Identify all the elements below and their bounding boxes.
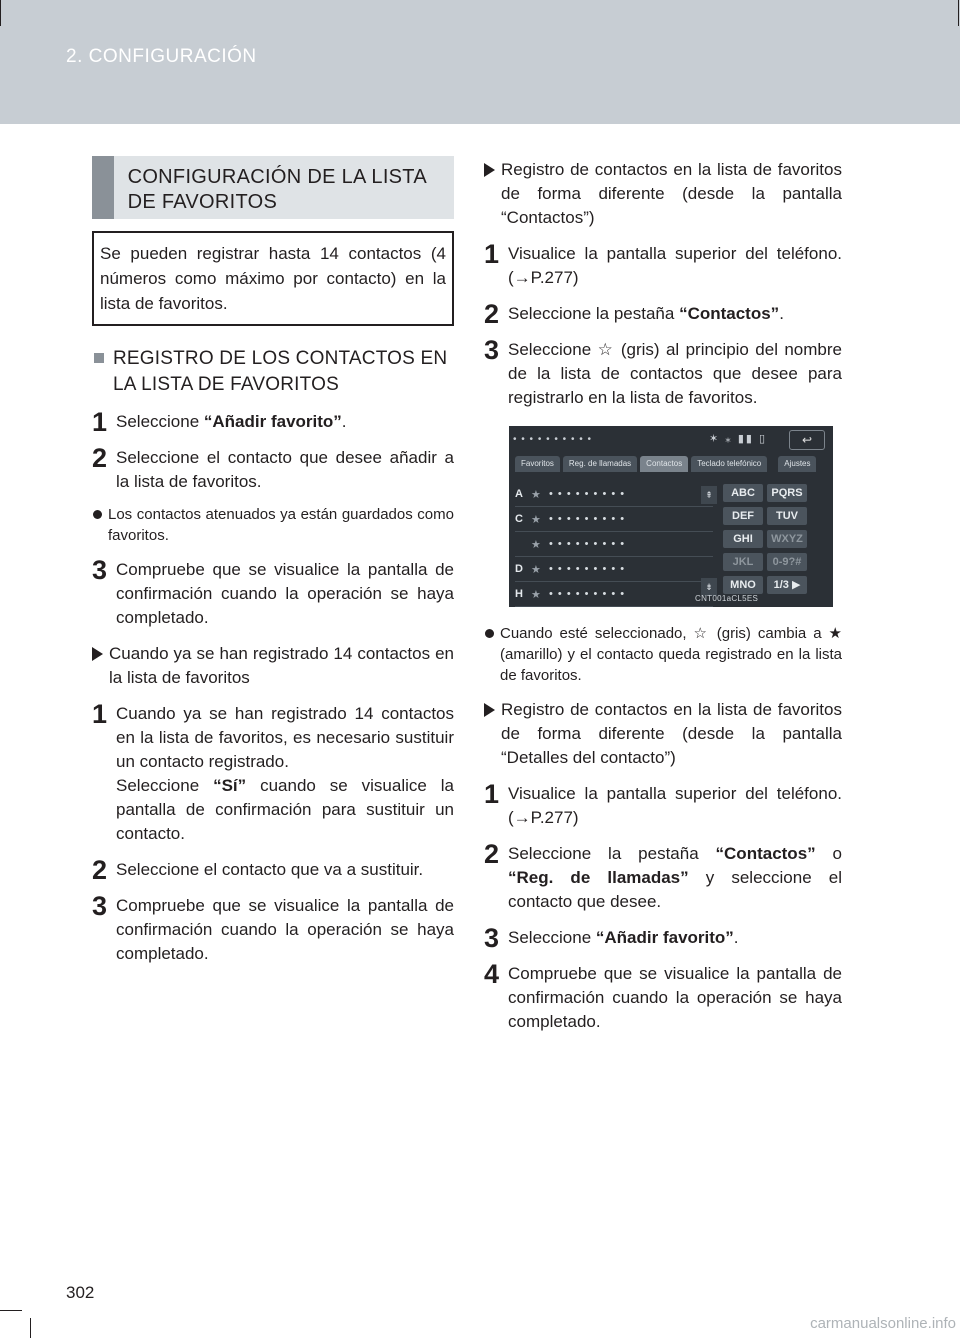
step-number: 1: [92, 407, 108, 437]
heading-bar: [92, 156, 114, 219]
step-4: [484, 959, 842, 1034]
bullet-dot-icon: [485, 629, 494, 638]
star-icon: ★: [531, 588, 541, 601]
step-number: 2: [92, 855, 108, 885]
page-indicator: 1/3 ▶: [767, 576, 807, 594]
procedure-heading: [484, 158, 842, 230]
page-down-icon: ⇟: [701, 578, 717, 596]
phone-screen-illustration: [509, 426, 833, 607]
step-text: Compruebe que se visualice la pantalla de confirmación cuando la operación se haya completado.: [508, 964, 842, 1031]
step-number: 3: [92, 891, 108, 921]
step-text: Seleccione la pestaña “Contactos” o “Reg. de llamadas” y seleccione el contacto que desee.: [508, 844, 842, 911]
star-filled-icon: ★: [828, 625, 842, 642]
tab-contactos: Contactos: [640, 456, 688, 472]
section-title: 2. CONFIGURACIÓN: [66, 46, 257, 67]
tab-ajustes: Ajustes: [778, 456, 816, 472]
contact-list: [515, 482, 713, 607]
list-item: A ★ • • • • • • • • •: [515, 482, 713, 507]
crop-mark: [0, 0, 1, 26]
procedure-heading: [484, 698, 842, 770]
step-1: [92, 407, 454, 437]
procedure-heading: [92, 642, 454, 690]
image-code: CNT001aCL5ES: [695, 594, 759, 603]
step-text: Seleccione ☆ (gris) al principio del nombre de la lista de contactos que desee para registrarlo en la lista de favoritos.: [508, 340, 842, 407]
step-text: Seleccione el contacto que va a sustituir.: [116, 860, 424, 879]
key-tuv: TUV: [767, 507, 807, 525]
step-1: [92, 699, 455, 846]
tab-teclado: Teclado telefónico: [691, 456, 767, 472]
step-3: [484, 335, 842, 410]
procedure-heading-text: Registro de contactos en la lista de favoritos de forma diferente (desde la pantalla “Detalles del contacto”): [501, 700, 842, 767]
bullet-dot-icon: [93, 510, 102, 519]
triangle-arrow-icon: [484, 703, 495, 717]
page-up-icon: ⇞: [701, 486, 717, 504]
step-3: [92, 891, 454, 966]
star-icon: ★: [531, 488, 541, 501]
note-bullet: [484, 623, 842, 686]
status-icons: ✶ ⁎ ▮▮ ▯: [709, 433, 768, 445]
star-icon: ★: [531, 563, 541, 576]
section-heading: CONFIGURACIÓN DE LA LISTA DE FAVORITOS: [127, 166, 426, 213]
step-2: [484, 299, 842, 329]
star-outline-icon: ☆: [597, 340, 615, 359]
step-number: 3: [92, 555, 108, 585]
step-number: 3: [484, 923, 500, 953]
page-header: [0, 0, 960, 124]
step-number: 2: [484, 299, 500, 329]
crop-mark: [30, 1318, 31, 1338]
left-column: [92, 156, 454, 966]
list-item: C ★ • • • • • • • • •: [515, 507, 713, 532]
key-pqrs: PQRS: [767, 484, 807, 502]
step-number: 1: [484, 239, 500, 269]
subheading: [92, 346, 454, 398]
step-3: [484, 923, 842, 953]
tab-favoritos: Favoritos: [515, 456, 560, 472]
screen-title-placeholder: • • • • • • • • • •: [513, 434, 593, 445]
key-ghi: GHI: [723, 530, 763, 548]
key-wxyz: WXYZ: [767, 530, 807, 548]
tab-reg-llamadas: Reg. de llamadas: [563, 456, 637, 472]
key-def: DEF: [723, 507, 763, 525]
crop-mark: [0, 1310, 22, 1311]
note-text: Los contactos atenuados ya están guardados como favoritos.: [108, 506, 454, 544]
list-item: H ★ • • • • • • • • •: [515, 582, 713, 607]
star-outline-icon: ☆: [693, 625, 710, 642]
star-icon: ★: [531, 513, 541, 526]
subheading-text: REGISTRO DE LOS CONTACTOS EN LA LISTA DE FAVORITOS: [113, 348, 448, 395]
note-text: Cuando esté seleccionado, ☆ (gris) cambia a ★ (amarillo) y el contacto queda registrado en la lista de favoritos.: [500, 625, 842, 684]
step-text: Compruebe que se visualice la pantalla de confirmación cuando la operación se haya completado.: [116, 896, 454, 963]
procedure-heading-text: Cuando ya se han registrado 14 contactos en la lista de favoritos: [109, 644, 454, 687]
list-item: D ★ • • • • • • • • •: [515, 557, 713, 582]
section-heading-box: [92, 156, 454, 219]
step-3: [92, 555, 454, 630]
procedure-heading-text: Registro de contactos en la lista de favoritos de forma diferente (desde la pantalla “Contactos”): [501, 160, 842, 227]
back-icon: ↩: [789, 430, 825, 450]
step-number: 4: [484, 959, 500, 989]
step-2: [92, 855, 454, 885]
key-jkl: JKL: [723, 553, 763, 571]
screen-tabs: [515, 456, 819, 472]
right-column: [484, 156, 842, 1034]
step-1: [484, 779, 842, 830]
step-text: Cuando ya se han registrado 14 contactos en la lista de favoritos, es necesario sustituir un contacto registrado. Seleccione “Sí” cuando se visualice la pantalla de confirmación para sustituir un contacto.: [116, 704, 455, 843]
note-bullet: [92, 504, 454, 546]
step-number: 1: [484, 779, 500, 809]
square-bullet-icon: [94, 353, 104, 363]
key-digits: 0-9?#: [767, 553, 807, 571]
list-item: ★ • • • • • • • • •: [515, 532, 713, 557]
crop-mark: [958, 0, 959, 26]
step-1: [484, 239, 842, 290]
step-number: 2: [484, 839, 500, 869]
key-mno: MNO: [723, 576, 763, 594]
step-text: Visualice la pantalla superior del teléfono. (→P.277): [508, 784, 842, 827]
step-text: Compruebe que se visualice la pantalla de confirmación cuando la operación se haya completado.: [116, 560, 454, 627]
step-text: Seleccione el contacto que desee añadir a la lista de favoritos.: [116, 448, 454, 491]
intro-box: Se pueden registrar hasta 14 contactos (4 números como máximo por contacto) en la lista de favoritos.: [92, 231, 454, 326]
triangle-arrow-icon: [92, 647, 103, 661]
key-abc: ABC: [723, 484, 763, 502]
star-icon: ★: [531, 538, 541, 551]
step-2: [484, 839, 842, 914]
step-2: [92, 443, 454, 494]
step-number: 3: [484, 335, 500, 365]
triangle-arrow-icon: [484, 163, 495, 177]
watermark: carmanualsonline.info: [810, 1315, 956, 1332]
step-number: 2: [92, 443, 108, 473]
step-text: Seleccione “Añadir favorito”.: [508, 928, 739, 947]
step-number: 1: [92, 699, 108, 729]
step-text: Seleccione “Añadir favorito”.: [116, 412, 347, 431]
step-text: Seleccione la pestaña “Contactos”.: [508, 304, 784, 323]
page-number: 302: [66, 1283, 95, 1302]
step-text: Visualice la pantalla superior del teléfono. (→P.277): [508, 244, 842, 287]
